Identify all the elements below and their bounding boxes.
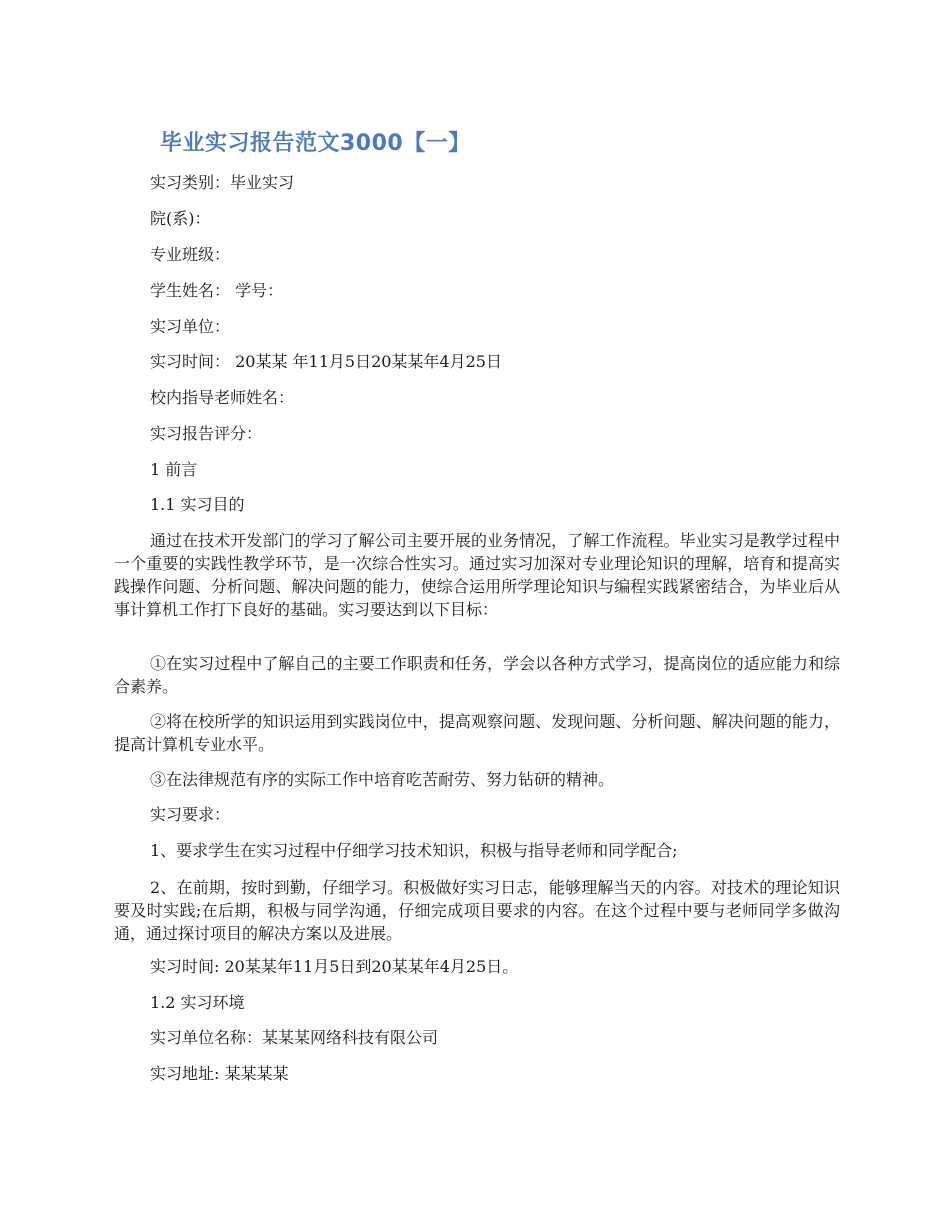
section-heading-purpose: 1.1 实习目的 — [150, 495, 245, 514]
goal-item-1: ①在实习过程中了解自己的主要工作职责和任务，学会以各种方式学习，提高岗位的适应能力和综合素养。 — [114, 654, 840, 696]
internship-time-line: 实习时间： 20某某 年11月5日20某某年4月25日 — [150, 352, 502, 371]
section-heading-environment: 1.2 实习环境 — [150, 993, 245, 1012]
section-heading-preface: 1 前言 — [150, 460, 198, 479]
department-line: 院(系)： — [150, 209, 211, 228]
company-name-line: 实习单位名称：某某某网络科技有限公司 — [150, 1028, 439, 1047]
company-address-line: 实习地址: 某某某某 — [150, 1064, 289, 1083]
advisor-name-line: 校内指导老师姓名： — [150, 388, 295, 407]
internship-unit-line: 实习单位： — [150, 317, 231, 336]
student-name-line: 学生姓名： 学号： — [150, 281, 284, 300]
purpose-paragraph: 通过在技术开发部门的学习了解公司主要开展的业务情况，了解工作流程。毕业实习是教学过程中一个重要的实践性教学环节，是一次综合性实习。通过实习加深对专业理论知识的理解，培育和提高实践操作问题、分析问题、解决问题的能力，使综合运用所学理论知识与编程实践紧密结合，为毕业后从事计算机工作打下良好的基础。实习要达到以下目标： — [114, 531, 840, 619]
internship-category-line: 实习类别：毕业实习 — [150, 173, 295, 192]
requirement-item-1: 1、要求学生在实习过程中仔细学习技术知识，积极与指导老师和同学配合; — [150, 841, 678, 860]
internship-period-line: 实习时间: 20某某年11月5日到20某某年4月25日。 — [150, 957, 519, 976]
requirement-item-2: 2、在前期，按时到勤，仔细学习。积极做好实习日志，能够理解当天的内容。对技术的理论知识要及时实践;在后期，积极与同学沟通，仔细完成项目要求的内容。在这个过程中要与老师同学多做沟通，通过探讨项目的解决方案以及进展。 — [114, 878, 840, 943]
document-title: 毕业实习报告范文3000【一】 — [160, 131, 471, 156]
goal-item-2: ②将在校所学的知识运用到实践岗位中，提高观察问题、发现问题、分析问题、解决问题的能力，提高计算机专业水平。 — [114, 712, 840, 754]
goal-item-3: ③在法律规范有序的实际工作中培育吃苦耐劳、努力钻研的精神。 — [150, 770, 615, 789]
requirements-heading: 实习要求： — [150, 805, 231, 824]
major-class-line: 专业班级： — [150, 245, 231, 264]
report-score-line: 实习报告评分： — [150, 424, 263, 443]
